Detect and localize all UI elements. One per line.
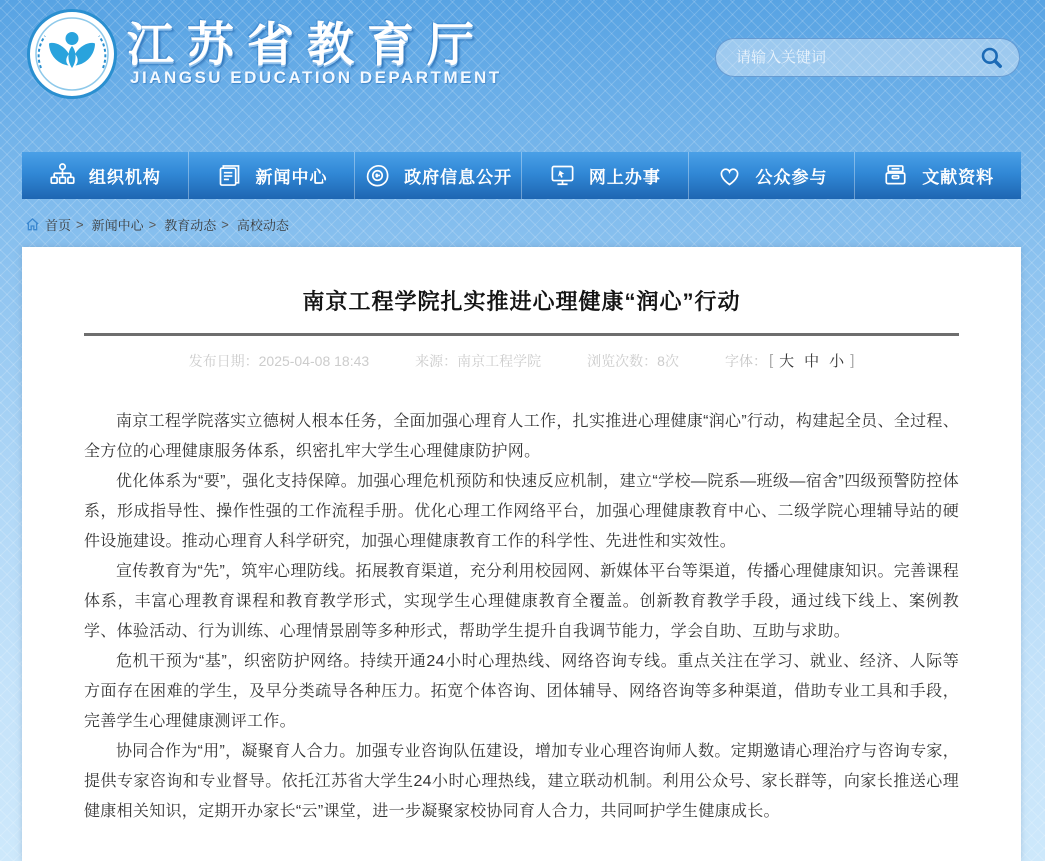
- breadcrumb-item-education-news[interactable]: 教育动态: [164, 217, 217, 233]
- font-size-small-button[interactable]: 小: [829, 353, 845, 370]
- article-paragraph: 协同合作为“用”，凝聚育人合力。加强专业咨询队伍建设，增加专业心理咨询师人数。定期邀请心理治疗与咨询专家，提供专家咨询和专业督导。依托江苏省大学生24小时心理热线，建立联动机制。利用公众号、家长群等，向家长推送心理健康相关知识，定期开办家长“云”课堂，进一步凝聚家校协同育人合力，共同呵护学生健康成长。: [84, 743, 959, 820]
- heart-icon: [716, 162, 743, 189]
- site-logo[interactable]: [26, 8, 118, 100]
- view-count: 浏览次数：8次: [587, 352, 679, 369]
- site-title: 江苏省教育厅: [127, 18, 487, 71]
- font-size-label: 字体：: [724, 352, 767, 369]
- site-header: [0, 0, 1045, 148]
- font-bracket-close: ]: [850, 352, 855, 369]
- search-box: [715, 38, 1020, 77]
- nav-item-label: 文献资料: [922, 168, 995, 187]
- site-subtitle-en: JIANGSU EDUCATION DEPARTMENT: [130, 68, 502, 87]
- nav-item-organization[interactable]: [22, 152, 188, 199]
- breadcrumb-separator: >: [76, 216, 84, 232]
- nav-item-label: 政府信息公开: [404, 168, 513, 187]
- org-chart-icon: [49, 162, 76, 189]
- breadcrumb-item-home[interactable]: 首页: [45, 217, 72, 233]
- search-icon: [979, 45, 1005, 71]
- article-meta: [84, 350, 959, 371]
- breadcrumb-separator: >: [148, 216, 157, 232]
- nav-item-label: 组织机构: [88, 168, 161, 187]
- publish-date: 发布日期：2025-04-08 18:43: [188, 352, 370, 369]
- main-nav: [22, 152, 1021, 199]
- nav-item-label: 公众参与: [755, 168, 828, 187]
- article-paragraph: 优化体系为“要”，强化支持保障。加强心理危机预防和快速反应机制，建立“学校—院系—班级—宿舍”四级预警防控体系，形成指导性、操作性强的工作流程手册。优化心理工作网络平台，加强心理健康教育中心、二级学院心理辅导站的硬件设施建设。推动心理育人科学研究，加强心理健康教育工作的科学性、先进性和实效性。: [84, 473, 959, 550]
- breadcrumb-item-university-news[interactable]: 高校动态: [236, 217, 289, 233]
- font-size-medium-button[interactable]: 中: [804, 353, 820, 370]
- breadcrumb-separator: >: [221, 216, 229, 232]
- font-size-control: [725, 350, 854, 371]
- nav-item-documents[interactable]: [854, 152, 1021, 199]
- breadcrumb: [25, 215, 289, 233]
- breadcrumb-item-news-center[interactable]: 新闻中心: [91, 217, 144, 233]
- news-doc-icon: [216, 162, 243, 189]
- monitor-icon: [549, 162, 576, 189]
- article-source: 来源：南京工程学院: [415, 352, 542, 369]
- nav-item-label: 新闻中心: [255, 168, 328, 187]
- archive-icon: [882, 162, 909, 189]
- nav-item-gov-info-disclosure[interactable]: [354, 152, 521, 199]
- font-bracket-open: [: [768, 352, 774, 369]
- article-paragraph: 宣传教育为“先”，筑牢心理防线。拓展教育渠道，充分利用校园网、新媒体平台等渠道，传播心理健康知识。完善课程体系，丰富心理教育课程和教育教学形式，实现学生心理健康教育全覆盖。创新教育教学手段，通过线下线上、案例教学、体验活动、行为训练、心理情景剧等多种形式，帮助学生提升自我调节能力，学会自助、互助与求助。: [84, 563, 959, 640]
- article-paragraph: 南京工程学院落实立德树人根本任务，全面加强心理育人工作，扎实推进心理健康“润心”行动，构建起全员、全过程、全方位的心理健康服务体系，织密扎牢大学生心理健康防护网。: [84, 413, 959, 460]
- title-divider: [84, 333, 959, 336]
- nav-item-public-participation[interactable]: [688, 152, 855, 199]
- article-body: [84, 407, 959, 827]
- home-icon: [25, 217, 40, 232]
- education-department-emblem-icon: [26, 8, 118, 100]
- nav-item-online-services[interactable]: [521, 152, 688, 199]
- article-container: [22, 247, 1021, 861]
- nav-item-label: 网上办事: [588, 168, 661, 187]
- search-button[interactable]: [977, 43, 1007, 73]
- font-size-large-button[interactable]: 大: [779, 353, 795, 370]
- article-paragraph: 危机干预为“基”，织密防护网络。持续开通24小时心理热线、网络咨询专线。重点关注在学习、就业、经济、人际等方面存在困难的学生，及早分类疏导各种压力。拓宽个体咨询、团体辅导、网络咨询等多种渠道，借助专业工具和手段，完善学生心理健康测评工作。: [84, 653, 959, 730]
- search-input[interactable]: [736, 49, 977, 66]
- article-title: 南京工程学院扎实推进心理健康“润心”行动: [302, 289, 741, 314]
- info-disclosure-icon: [364, 162, 391, 189]
- nav-item-news-center[interactable]: [188, 152, 355, 199]
